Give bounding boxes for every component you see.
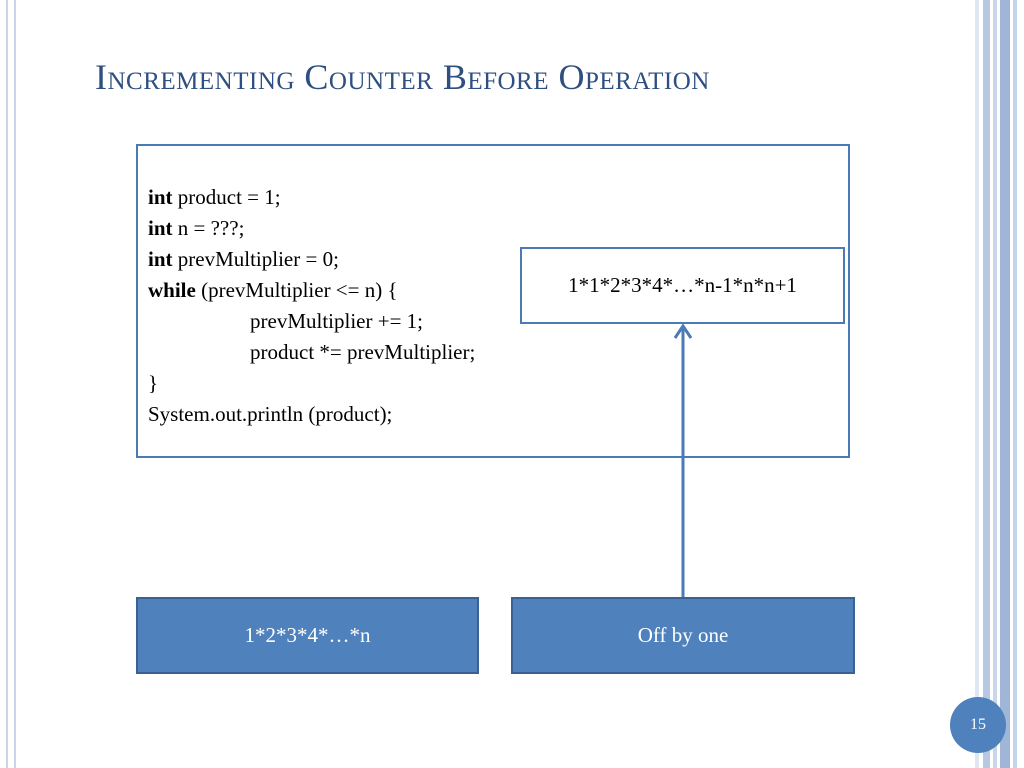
code-keyword: int — [148, 247, 173, 271]
right-stripe — [993, 0, 997, 768]
right-stripe — [975, 0, 979, 768]
code-text: product = 1; — [172, 185, 281, 209]
code-line — [148, 368, 158, 399]
answer-button-right[interactable] — [511, 597, 855, 674]
page-number: 15 — [970, 716, 986, 733]
answer-label: Off by one — [637, 623, 729, 647]
right-stripe — [983, 0, 990, 768]
result-callout — [520, 247, 845, 324]
code-line — [250, 306, 423, 337]
code-line — [148, 182, 281, 213]
right-stripe — [1013, 0, 1017, 768]
code-keyword: int — [148, 185, 173, 209]
code-keyword: int — [148, 216, 173, 240]
code-line — [148, 275, 398, 306]
code-text: n = ???; — [172, 216, 245, 240]
code-text: prevMultiplier += 1; — [250, 309, 423, 333]
code-line — [148, 244, 339, 275]
code-line — [250, 337, 475, 368]
callout-text: 1*1*2*3*4*…*n-1*n*n+1 — [568, 273, 797, 297]
code-line — [148, 213, 244, 244]
left-border-line — [14, 0, 16, 768]
code-text: } — [148, 371, 159, 395]
answer-label: 1*2*3*4*…*n — [244, 623, 371, 647]
slide-title: Incrementing Counter Before Operation — [95, 57, 710, 97]
code-text: (prevMultiplier <= n) { — [195, 278, 398, 302]
right-stripe — [1000, 0, 1010, 768]
code-line — [148, 399, 392, 430]
code-text: product *= prevMultiplier; — [250, 340, 476, 364]
code-keyword: while — [148, 278, 196, 302]
answer-button-left[interactable] — [136, 597, 479, 674]
page-number-badge — [950, 697, 1006, 753]
left-border-line — [6, 0, 8, 768]
code-text: System.out.println (product); — [148, 402, 393, 426]
code-text: prevMultiplier = 0; — [172, 247, 339, 271]
